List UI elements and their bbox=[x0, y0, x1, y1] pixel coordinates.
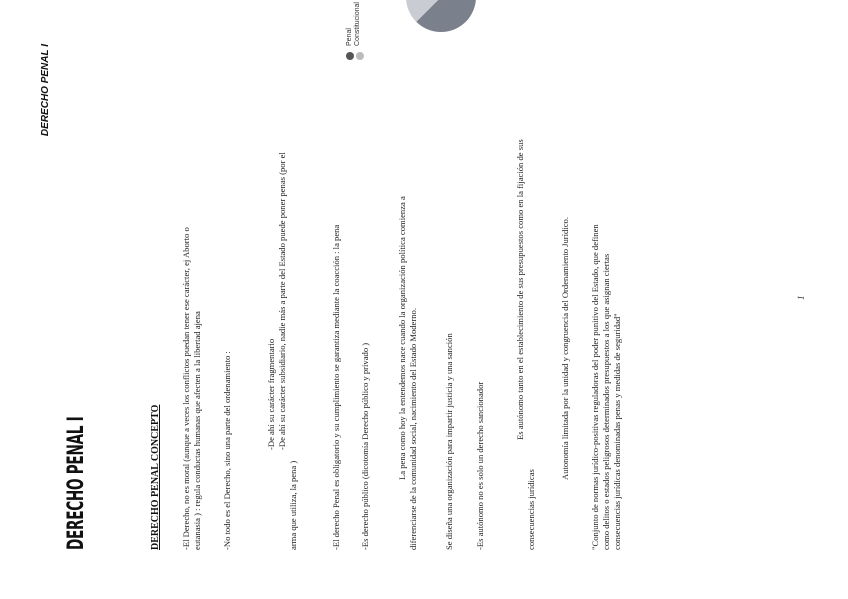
legend-label-constitucional: Constitucional bbox=[354, 2, 361, 46]
paragraph-autonomia-limitada bbox=[560, 70, 571, 550]
text-line: como delitos o estados peligrosos determinados presupuestos a los que asignan ciertas bbox=[601, 253, 611, 550]
text-line: eutanasia ) : regula conductas humanas que afecten a la libertad ajena bbox=[192, 311, 202, 550]
text-line: La pena como hoy la entendemos nace cuando la organización política comienza a bbox=[397, 196, 407, 480]
text-line: -No todo es el Derecho, sino una parte del ordenamiento : bbox=[222, 351, 232, 550]
paragraph-obligatorio bbox=[331, 70, 342, 550]
paragraph-moral bbox=[181, 70, 203, 550]
paragraph-autonomo bbox=[475, 70, 486, 550]
text-line: -El Derecho, no es moral (aunque a veces los conflictos puedan tener ese carácter, ej Aborto o bbox=[181, 227, 191, 550]
paragraph-presupuestos bbox=[515, 70, 537, 550]
paragraph-caracter bbox=[266, 70, 299, 550]
paragraph-definicion bbox=[590, 70, 623, 550]
decorative-circle-graphic bbox=[406, 0, 476, 32]
text-line: arma que utiliza, la pena ) bbox=[288, 460, 298, 550]
section-heading: DERECHO PENAL CONCEPTO bbox=[150, 404, 161, 550]
text-line: consecuencias jurídicas denominadas penas y medidas de seguridad" bbox=[612, 313, 622, 550]
text-line: "Conjunto de normas jurídico-positivas reguladoras del poder punitivo del Estado, que definen bbox=[590, 224, 600, 550]
legend-label-penal: Penal bbox=[346, 28, 353, 46]
paragraph-publico bbox=[360, 70, 371, 550]
text-line: diferenciarse de la comunidad social, nacimiento del Estado Moderno. bbox=[408, 308, 418, 550]
text-line: -Es derecho público (dicotomía Derecho público y privado ) bbox=[360, 342, 370, 550]
text-line: -De ahí su carácter subsidiario, nadie más a parte del Estado puede poner penas (por el bbox=[277, 152, 287, 450]
rotated-page bbox=[4, 30, 844, 590]
page-title: DERECHO PENAL I bbox=[64, 416, 89, 550]
text-line: -Es autónomo no es solo un derecho sancionador bbox=[475, 381, 485, 550]
text-line: consecuencias jurídicas bbox=[526, 469, 536, 550]
text-line: Se diseña una organización para impartir justicia y una sanción bbox=[444, 333, 454, 550]
text-line: -De ahí su carácter fragmentario bbox=[266, 338, 276, 450]
paragraph-pena-moderna bbox=[397, 70, 419, 550]
page-number: 1 bbox=[796, 295, 806, 300]
paragraph-ordenamiento bbox=[222, 70, 233, 550]
text-line: Es autónomo tanto en el establecimiento de sus presupuestos como en la fijación de sus bbox=[515, 139, 525, 440]
paragraph-justicia bbox=[444, 70, 455, 550]
text-line: Autonomía limitada por la unidad y congruencia del Ordenamiento Jurídico. bbox=[560, 217, 570, 480]
running-header: DERECHO PENAL I bbox=[40, 44, 51, 137]
text-line: -El derecho Penal es obligatorio y su cumplimiento se garantiza mediante la coacción : la pena bbox=[331, 224, 341, 550]
